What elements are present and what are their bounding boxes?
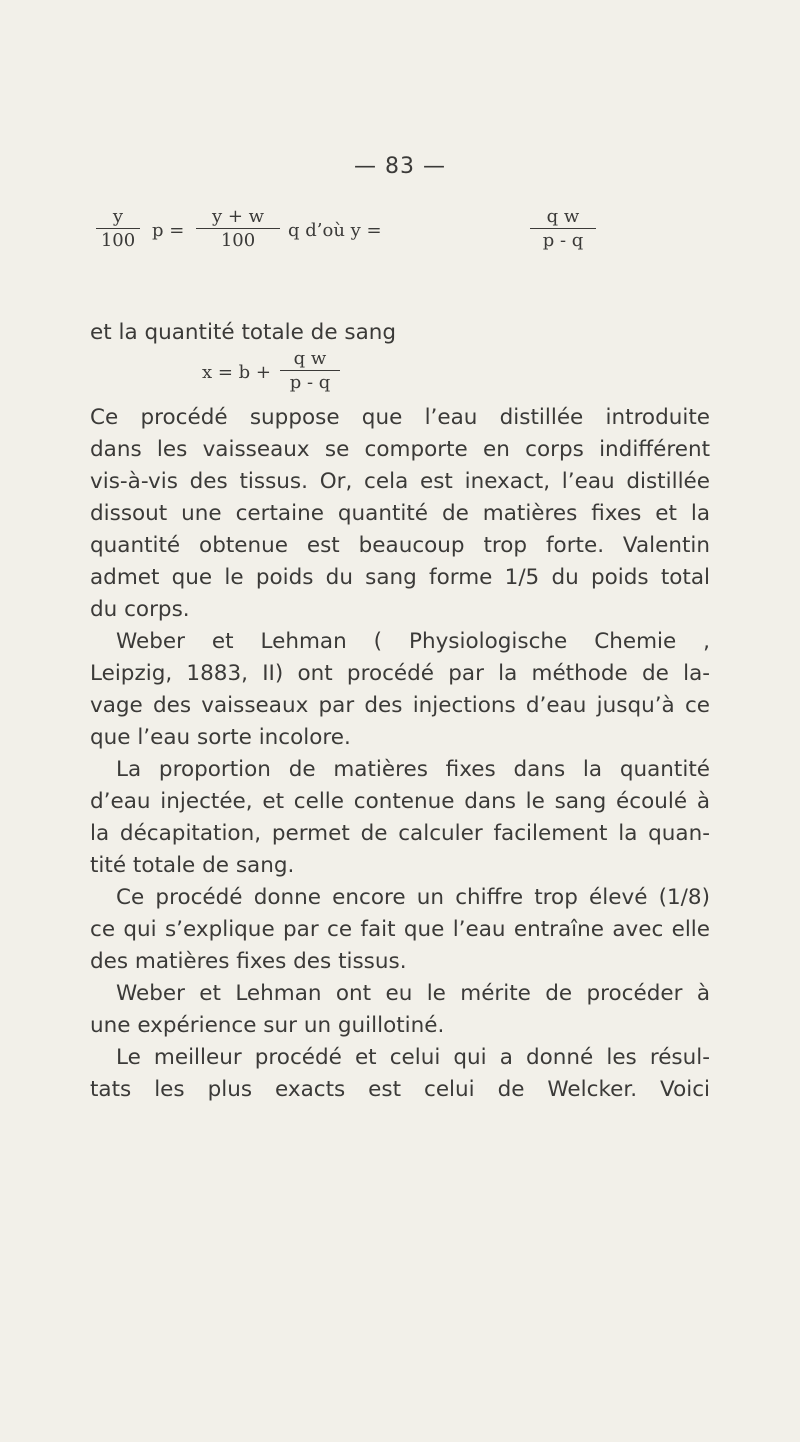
text-line: Ce procédé donne encore un chiffre trop élevé (1/8) (116, 885, 710, 910)
text-line: ce qui s’explique par ce fait que l’eau entraîne avec elle (90, 917, 710, 942)
text-line: la décapitation, permet de calculer facilement la quan- (90, 821, 710, 846)
text-line: dans les vaisseaux se comporte en corps indifférent (90, 437, 710, 462)
fraction-numerator: q w (280, 350, 340, 371)
fraction-denominator: p - q (542, 230, 584, 251)
text-line: quantité obtenue est beaucoup trop forte. Valentin (90, 533, 710, 558)
text-line: des matières fixes des tissus. (90, 949, 407, 974)
fraction-y-over-100 (96, 208, 140, 250)
text-line: vage des vaisseaux par des injections d’eau jusqu’à ce (90, 693, 710, 718)
fraction-y-plus-w-over-100 (196, 208, 280, 250)
fraction-numerator: y (96, 208, 140, 229)
text-line: Weber et Lehman ( Physiologische Chemie , (116, 629, 710, 654)
fraction-qw-over-p-minus-q (280, 350, 340, 392)
text-line: tats les plus exacts est celui de Welcker. Voici (90, 1077, 710, 1102)
fraction-denominator: p - q (289, 372, 331, 393)
fraction-numerator: q w (530, 208, 596, 229)
text-line: d’eau injectée, et celle contenue dans le sang écoulé à (90, 789, 710, 814)
fraction-qw-over-p-minus-q (530, 208, 596, 250)
page-number: — 83 — (354, 154, 446, 179)
text-line: dissout une certaine quantité de matières fixes et la (90, 501, 710, 526)
text-line: Le meilleur procédé et celui qui a donné les résul- (116, 1045, 710, 1070)
x-equals-b-plus: x = b + (202, 362, 272, 383)
text-line: La proportion de matières fixes dans la quantité (116, 757, 710, 782)
fraction-denominator: 100 (220, 230, 256, 251)
text-line: tité totale de sang. (90, 853, 295, 878)
p-equals: p = (152, 220, 185, 241)
text-line: Weber et Lehman ont eu le mérite de procéder à (116, 981, 710, 1006)
text-line: que l’eau sorte incolore. (90, 725, 351, 750)
text-line: Leipzig, 1883, II) ont procédé par la méthode de la- (90, 661, 710, 686)
fraction-denominator: 100 (100, 230, 136, 251)
text-line: Ce procédé suppose que l’eau distillée introduite (90, 405, 710, 430)
text-line: admet que le poids du sang forme 1/5 du poids total (90, 565, 710, 590)
fraction-numerator: y + w (196, 208, 280, 229)
text-line: une expérience sur un guillotiné. (90, 1013, 445, 1038)
text-line: du corps. (90, 597, 190, 622)
intro-text: et la quantité totale de sang (90, 320, 397, 345)
q-dou-y-equals: q d’où y = (288, 220, 382, 241)
text-line: vis-à-vis des tissus. Or, cela est inexact, l’eau distillée (90, 469, 710, 494)
